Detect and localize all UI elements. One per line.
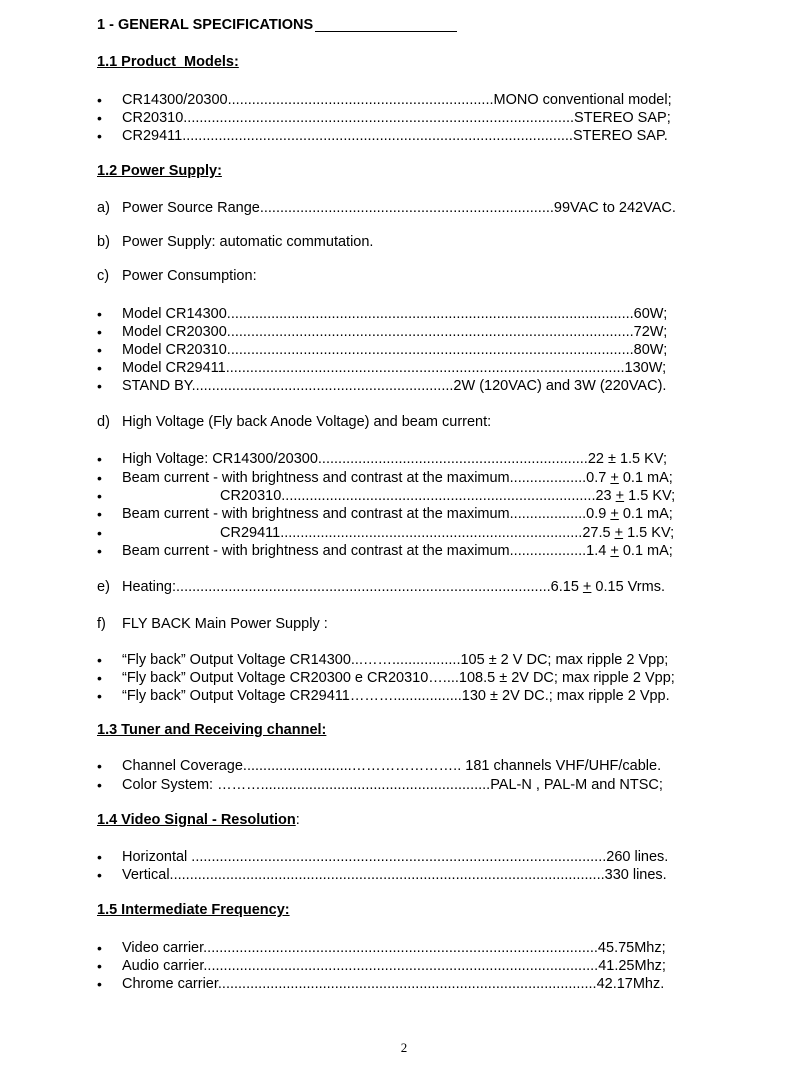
item-label-e: e) <box>97 579 110 595</box>
bullet <box>97 323 109 341</box>
section-heading-intermediate-frequency: 1.5 Intermediate Frequency: <box>97 902 290 918</box>
bullet <box>97 848 109 866</box>
list-item: Beam current - with brightness and contrast at the maximum...................0.9 + 0.1 mA; <box>122 506 673 522</box>
list-item: Model CR20310.....................................................................................................80W; <box>122 342 668 358</box>
list-item: CR14300/20300..................................................................MONO conventional model; <box>122 92 672 108</box>
item-label-f: f) <box>97 616 106 632</box>
list-item: CR20310..............................................................................23 + 1.5 KV; <box>220 488 676 504</box>
section-heading-power-supply: 1.2 Power Supply: <box>97 163 222 179</box>
bullet <box>97 469 109 487</box>
list-item: Vertical............................................................................................................330 lines. <box>122 867 667 883</box>
bullet <box>97 341 109 359</box>
bullet <box>97 524 109 542</box>
list-item: Color System: ……….........................................................PAL-N , PAL-M and NTSC; <box>122 777 663 793</box>
bullet <box>97 377 109 395</box>
bullet <box>97 776 109 794</box>
list-item: Video carrier..................................................................................................45.75Mhz; <box>122 940 666 956</box>
document-title-text: 1 - GENERAL SPECIFICATIONS <box>97 17 314 33</box>
bullet <box>97 359 109 377</box>
bullet <box>97 487 109 505</box>
list-item: “Fly back” Output Voltage CR14300...…….................105 ± 2 V DC; max ripple 2 Vpp; <box>122 652 669 668</box>
bullet <box>97 669 109 687</box>
bullet <box>97 866 109 884</box>
list-item: Channel Coverage...........................………………….. 181 channels VHF/UHF/cable. <box>122 758 662 774</box>
list-item: Model CR14300.....................................................................................................60W; <box>122 306 668 322</box>
bullet <box>97 450 109 468</box>
bullet <box>97 651 109 669</box>
item-label-c: c) <box>97 268 110 284</box>
list-item: Beam current - with brightness and contrast at the maximum...................1.4 + 0.1 mA; <box>122 543 673 559</box>
heating-spec: Heating:.............................................................................................6.15 + 0.15 Vrms. <box>122 579 665 595</box>
list-item: CR20310.................................................................................................STEREO SAP; <box>122 110 671 126</box>
bullet <box>97 687 109 705</box>
bullet <box>97 91 109 109</box>
bullet <box>97 975 109 993</box>
power-source-range: Power Source Range.........................................................................99VAC to 242VAC. <box>122 200 676 216</box>
flyback-heading: FLY BACK Main Power Supply : <box>122 616 328 632</box>
section-heading-video-signal: 1.4 Video Signal - Resolution: <box>97 812 300 828</box>
section-heading-product-models: 1.1 Product Models: <box>97 54 239 70</box>
list-item: Model CR29411...................................................................................................130W; <box>122 360 667 376</box>
item-label-b: b) <box>97 234 110 250</box>
item-label-d: d) <box>97 414 110 430</box>
section-heading-tuner: 1.3 Tuner and Receiving channel: <box>97 722 327 738</box>
list-item: Model CR20300.....................................................................................................72W; <box>122 324 668 340</box>
list-item: STAND BY.................................................................2W (120VAC) and 3W (220VAC). <box>122 378 667 394</box>
bullet <box>97 505 109 523</box>
bullet <box>97 542 109 560</box>
list-item: Chrome carrier..............................................................................................42.17Mhz. <box>122 976 665 992</box>
list-item: CR29411...........................................................................27.5 + 1.5 KV; <box>220 525 675 541</box>
bullet <box>97 305 109 323</box>
bullet <box>97 757 109 775</box>
power-consumption-heading: Power Consumption: <box>122 268 257 284</box>
list-item: CR29411.................................................................................................STEREO SAP. <box>122 128 668 144</box>
bullet <box>97 127 109 145</box>
page-number: 2 <box>400 1040 408 1055</box>
bullet <box>97 939 109 957</box>
list-item: “Fly back” Output Voltage CR20300 e CR20310…....108.5 ± 2V DC; max ripple 2 Vpp; <box>122 670 675 686</box>
list-item: High Voltage: CR14300/20300...................................................................22 ± 1.5 KV; <box>122 451 667 467</box>
high-voltage-heading: High Voltage (Fly back Anode Voltage) and beam current: <box>122 414 492 430</box>
list-item: “Fly back” Output Voltage CR29411……….................130 ± 2V DC.; max ripple 2 Vpp. <box>122 688 670 704</box>
document-title <box>97 16 457 34</box>
bullet <box>97 957 109 975</box>
title-underline <box>315 31 457 32</box>
power-supply-commutation: Power Supply: automatic commutation. <box>122 234 374 250</box>
bullet <box>97 109 109 127</box>
list-item: Beam current - with brightness and contrast at the maximum...................0.7 + 0.1 mA; <box>122 470 673 486</box>
list-item: Audio carrier..................................................................................................41.25Mhz; <box>122 958 666 974</box>
list-item: Horizontal .......................................................................................................260 lines. <box>122 849 669 865</box>
item-label-a: a) <box>97 200 110 216</box>
